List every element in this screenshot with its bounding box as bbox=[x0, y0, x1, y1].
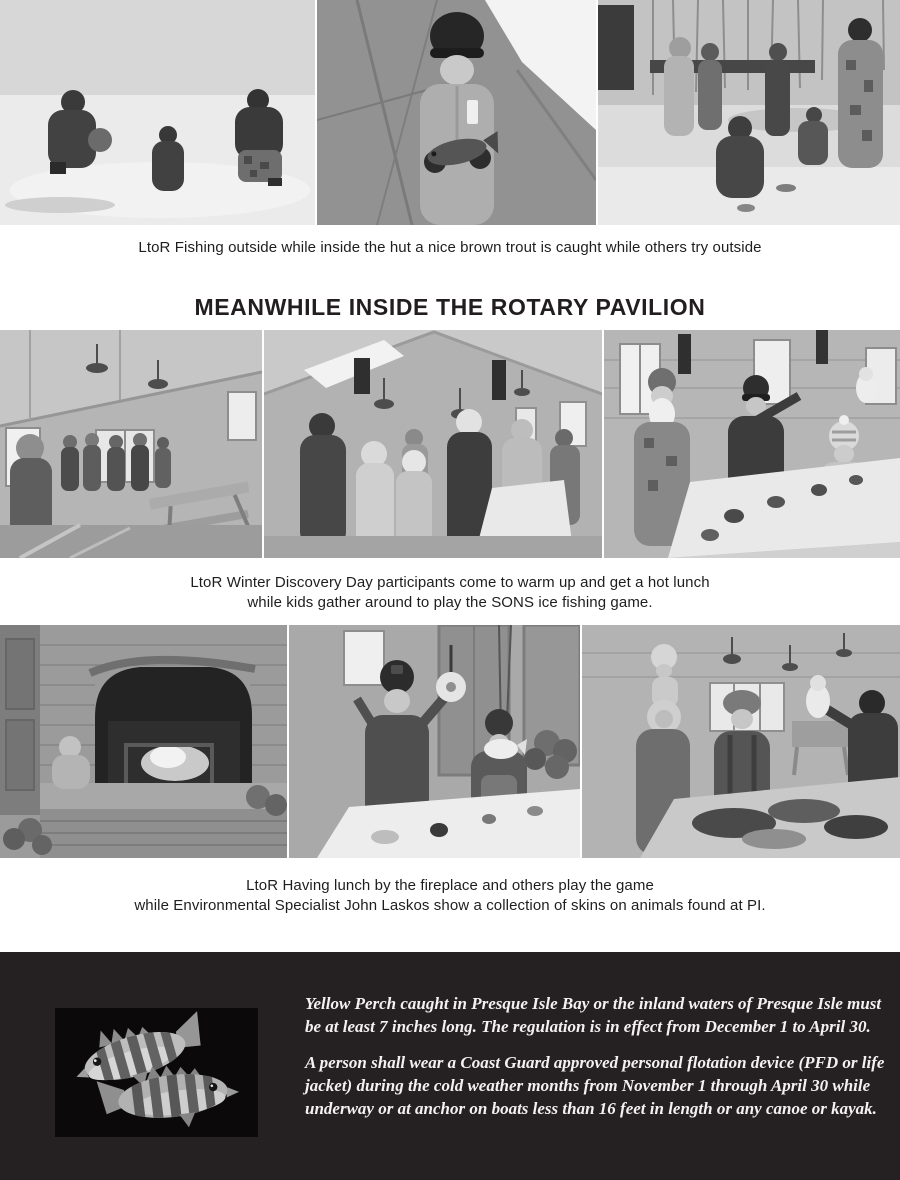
photo-ice-fishing-trio bbox=[0, 0, 315, 225]
caption-row-3-line2: while Environmental Specialist John Laskos show a collection of skins on animals found at PI. bbox=[134, 897, 766, 914]
photo-boy-with-trout bbox=[317, 0, 596, 225]
caption-row-3 bbox=[0, 876, 900, 916]
regulations-text bbox=[305, 992, 885, 1120]
photo-group-on-ice bbox=[598, 0, 900, 225]
caption-row-1 bbox=[0, 238, 900, 258]
caption-row-2-line2: while kids gather around to play the SONS ice fishing game. bbox=[247, 594, 653, 611]
yellow-perch-illustration bbox=[55, 1008, 258, 1137]
photo-fireplace-lunch bbox=[0, 625, 287, 858]
section-headline: MEANWHILE INSIDE THE ROTARY PAVILION bbox=[194, 294, 706, 320]
photo-sons-game-table bbox=[604, 330, 900, 558]
caption-row-2 bbox=[0, 573, 900, 613]
photo-row-1 bbox=[0, 0, 900, 225]
caption-row-1-text: LtoR Fishing outside while inside the hut a nice brown trout is caught while others try outside bbox=[138, 239, 762, 256]
caption-row-3-line1: LtoR Having lunch by the fireplace and others play the game bbox=[246, 877, 654, 894]
regulations-panel bbox=[0, 952, 900, 1180]
photo-pavilion-tables bbox=[0, 330, 262, 558]
pfd-regulation: A person shall wear a Coast Guard approved personal flotation device (PFD or life jacket) during the cold weather months from November 1 through April 30 while underway or at anchor on boats less than 16 feet in length or any canoe or kayak. bbox=[305, 1053, 885, 1118]
perch-size-regulation: Yellow Perch caught in Presque Isle Bay or the inland waters of Presque Isle must be at least 7 inches long. The regulation is in effect from December 1 to April 30. bbox=[305, 994, 882, 1036]
photo-animal-skins bbox=[582, 625, 900, 858]
photo-hot-lunch-crowd bbox=[264, 330, 602, 558]
caption-row-2-line1: LtoR Winter Discovery Day participants come to warm up and get a hot lunch bbox=[190, 574, 710, 591]
photo-row-2 bbox=[0, 330, 900, 558]
yellow-perch-photo bbox=[55, 1008, 258, 1137]
photo-row-3 bbox=[0, 625, 900, 858]
photo-kids-game-pieces bbox=[289, 625, 580, 858]
